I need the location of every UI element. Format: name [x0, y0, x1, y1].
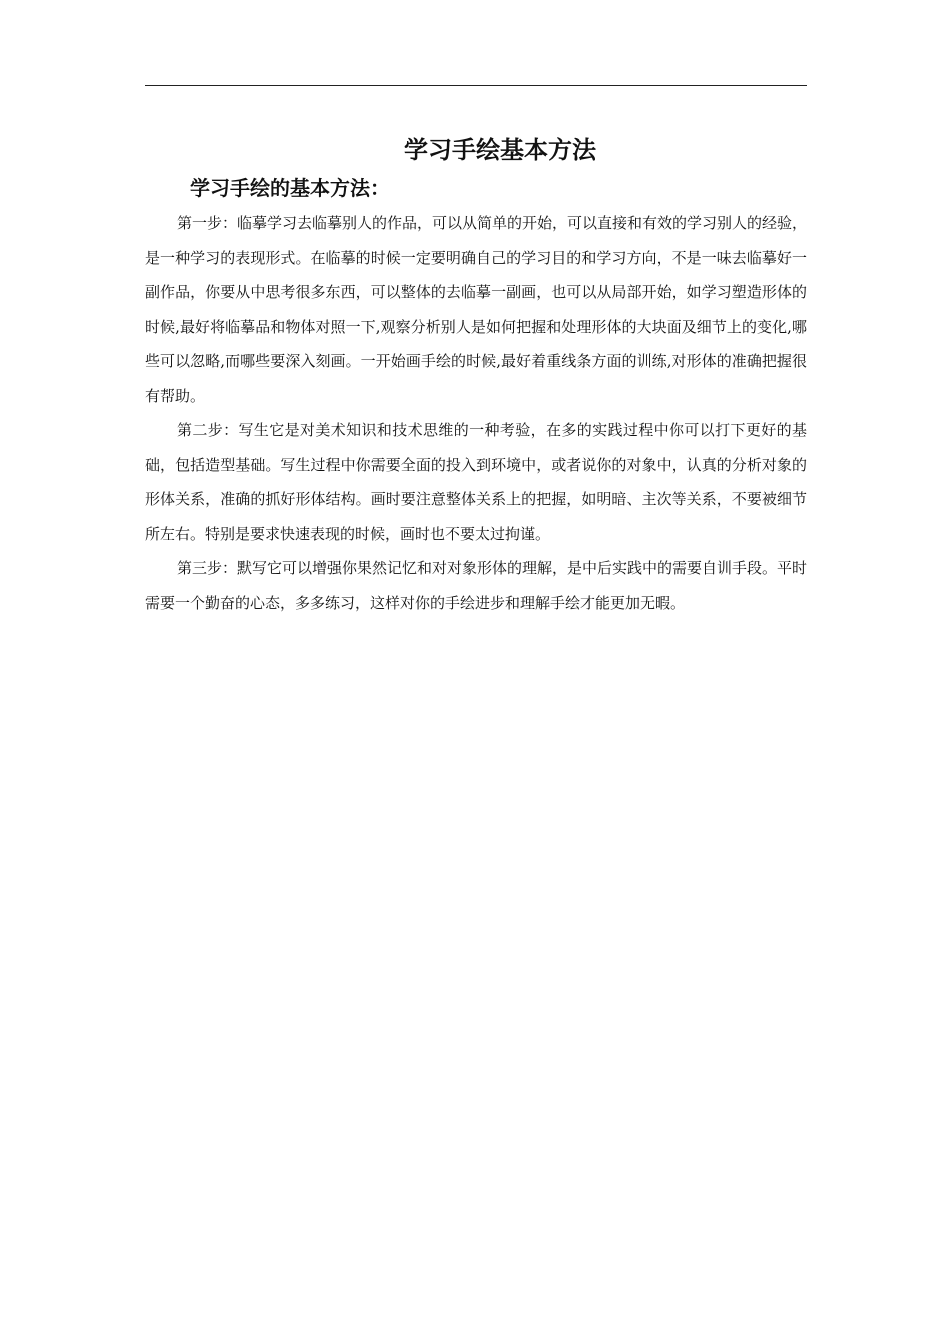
paragraph-step-3: 第三步：默写它可以增强你果然记忆和对对象形体的理解，是中后实践中的需要自训手段。平时需要一个勤奋的心态，多多练习，这样对你的手绘进步和理解手绘才能更加无暇。 — [145, 559, 808, 612]
body-text — [145, 206, 807, 620]
header-rule — [145, 85, 807, 86]
document-title: 学习手绘基本方法 — [404, 135, 596, 164]
paragraph-step-2: 第二步：写生它是对美术知识和技术思维的一种考验，在多的实践过程中你可以打下更好的基础，包括造型基础。写生过程中你需要全面的投入到环境中，或者说你的对象中，认真的分析对象的形体关系，准确的抓好形体结构。画时要注意整体关系上的把握，如明暗、主次等关系，不要被细节所左右。特别是要求快速表现的时候，画时也不要太过拘谨。 — [145, 421, 807, 543]
paragraph-step-1: 第一步：临摹学习去临摹别人的作品，可以从简单的开始，可以直接和有效的学习别人的经验，是一种学习的表现形式。在临摹的时候一定要明确自己的学习目的和学习方向，不是一味去临摹好一副作品，你要从中思考很多东西，可以整体的去临摹一副画，也可以从局部开始，如学习塑造形体的时候,最好将临摹品和物体对照一下,观察分析别人是如何把握和处理形体的大块面及细节上的变化,哪些可以忽略,而哪些要深入刻画。一开始画手绘的时候,最好着重线条方面的训练,对形体的准确把握很有帮助。 — [145, 214, 808, 405]
document-subtitle: 学习手绘的基本方法： — [190, 176, 390, 200]
